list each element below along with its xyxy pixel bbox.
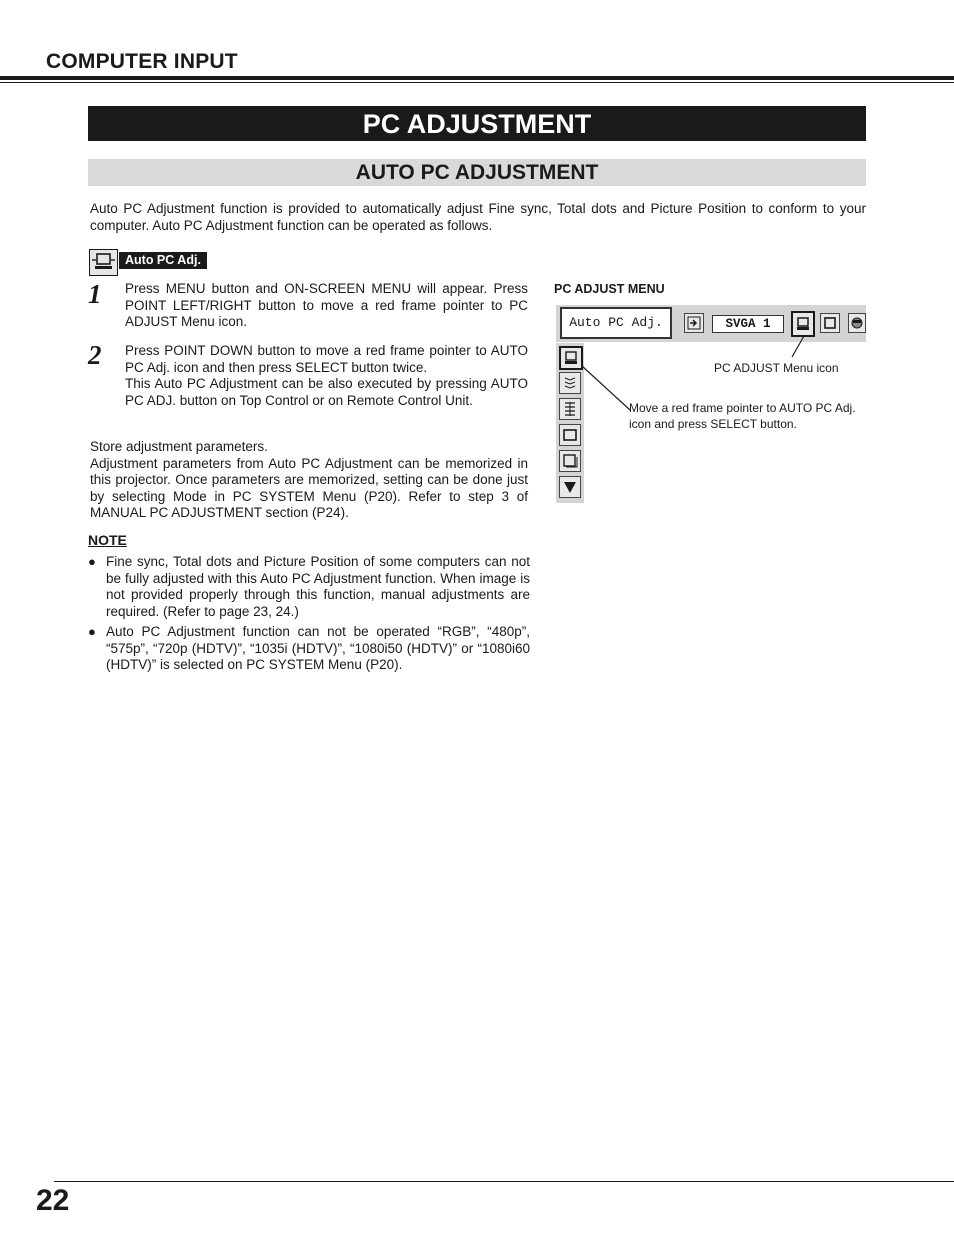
note-heading: NOTE — [88, 532, 127, 548]
store-icon — [559, 450, 581, 472]
page-title: PC ADJUSTMENT — [88, 106, 866, 141]
position-icon — [559, 424, 581, 446]
step-2-text: Press POINT DOWN button to move a red frame pointer to AUTO PC Adj. icon and then press SELECT button twice. — [125, 343, 528, 375]
intro-paragraph: Auto PC Adjustment function is provided to automatically adjust Fine sync, Total dots and Picture Position to conform to your computer. Auto PC Adjustment function can be operated as follows. — [90, 201, 866, 233]
auto-pc-adj-icon — [89, 249, 118, 276]
callout-menu-icon: PC ADJUST Menu icon — [714, 361, 839, 375]
page-number: 22 — [36, 1184, 70, 1217]
step-2-number: 2 — [88, 340, 102, 370]
note-bullet-1: Fine sync, Total dots and Picture Position of some computers can not be fully adjusted with this Auto PC Adjustment function. When image is not provided properly through this function, manual adjustments are required. (Refer to page 23, 24.) — [106, 554, 530, 619]
bullet-icon: ● — [88, 624, 96, 639]
header-rule — [0, 76, 954, 80]
footer-rule — [54, 1181, 954, 1182]
store-heading: Store adjustment parameters. — [90, 439, 268, 454]
image-icon — [848, 313, 866, 333]
step-2-text-extra: This Auto PC Adjustment can be also executed by pressing AUTO PC ADJ. button on Top Control or on Remote Control Unit. — [125, 376, 528, 408]
step-1-number: 1 — [88, 279, 102, 309]
store-parameters-block — [90, 439, 528, 522]
note-bullet-2: Auto PC Adjustment function can not be operated “RGB”, “480p”, “575p”, “720p (HDTV)”, “1035i (HDTV)”, “1080i50 (HDTV)” or “1080i60 (HDTV)” is selected on PC SYSTEM Menu (P20). — [106, 624, 530, 672]
auto-pc-adj-label: Auto PC Adj. — [119, 252, 207, 269]
store-text: Adjustment parameters from Auto PC Adjustment can be memorized in this projector. Once parameters are memorized, setting can be done just by selecting Mode in PC SYSTEM Menu (P20). Refer to step 3 of MANUAL PC ADJUSTMENT section (P24). — [90, 455, 528, 520]
menu-figure-title: PC ADJUST MENU — [554, 282, 665, 296]
callout-move-frame: Move a red frame pointer to AUTO PC Adj. icon and press SELECT button. — [629, 401, 856, 431]
menu-mode-box: SVGA 1 — [712, 315, 784, 333]
section-subtitle: AUTO PC ADJUSTMENT — [88, 159, 866, 186]
step-1-text: Press MENU button and ON-SCREEN MENU will appear. Press POINT LEFT/RIGHT button to move a red frame pointer to PC ADJUST Menu icon. — [125, 281, 528, 329]
menu-selected-item: Auto PC Adj. — [560, 307, 672, 339]
scroll-down-icon — [559, 476, 581, 498]
bullet-icon: ● — [88, 554, 96, 569]
section-header: COMPUTER INPUT — [46, 50, 238, 73]
square-icon — [820, 313, 840, 333]
step-2-block — [125, 343, 528, 409]
header-rule-thin — [0, 82, 954, 83]
